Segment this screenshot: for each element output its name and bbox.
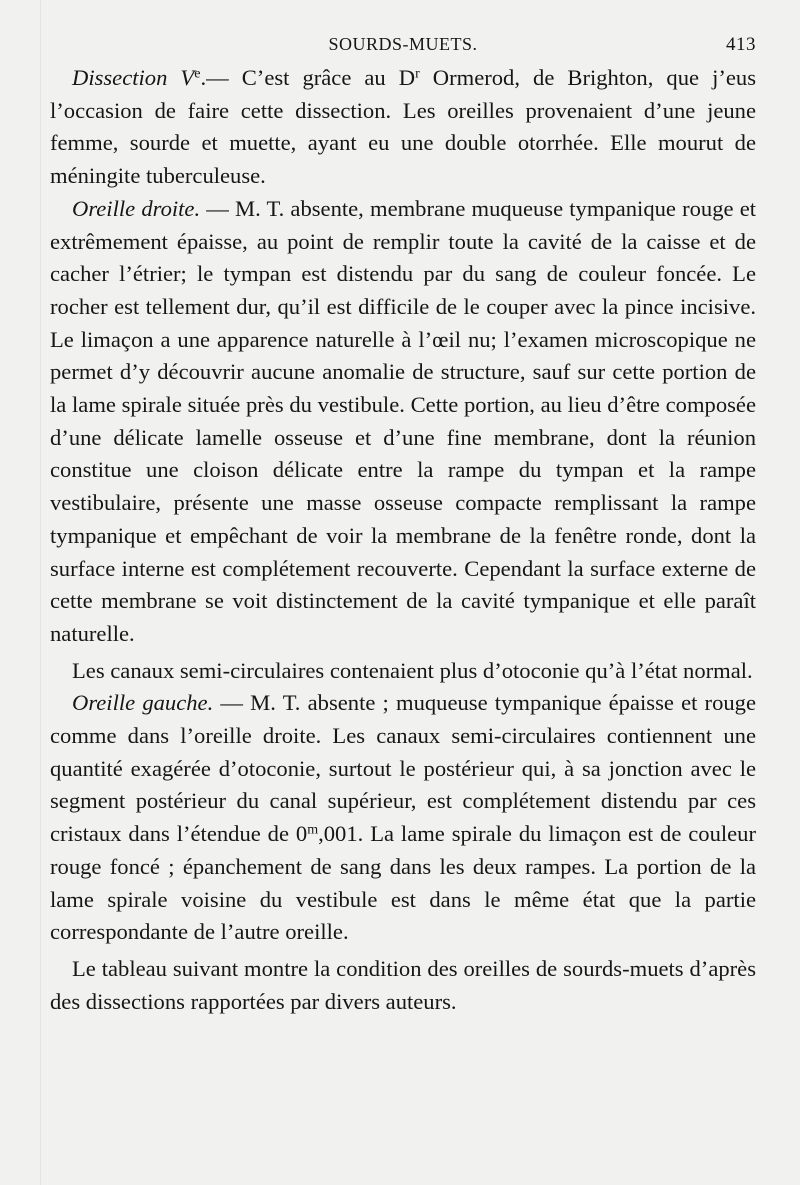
page-body <box>50 62 756 1018</box>
paragraph-text: ,001. La lame spirale du limaçon est de couleur rouge foncé ; épanchement de sang dans les deux rampes. La portion de la lame spirale voisine du vestibule est dans le même état que la partie correspondante de l’autre oreille. <box>50 821 756 945</box>
paragraph-text: Les canaux semi-circulaires contenaient plus d’otoconie qu’à l’état normal. <box>72 657 753 683</box>
paragraph-text: — M. T. absente ; muqueuse tympanique épaisse et rouge comme dans l’oreille droite. Les canaux semi-circulaires contiennent une quantité exagérée d’otoconie, surtout le postérieur qui, à sa jonction avec le segment postérieur du canal supérieur, est complétement distendu par ces cristaux dans l’étendue de 0 <box>50 690 756 847</box>
paragraph-oreille-gauche <box>50 687 756 949</box>
paragraph-dissection <box>50 62 756 193</box>
paragraph-tableau <box>50 953 756 1018</box>
superscript: m <box>307 822 319 838</box>
superscript: r <box>415 66 420 82</box>
page-number: 413 <box>726 34 756 55</box>
paragraph-lead: Oreille droite. <box>72 195 201 221</box>
paragraph-text: Ormerod, de Brighton, que j’eus l’occasion de faire cette dissection. Les oreilles provenaient d’une jeune femme, sourde et muette, ayant eu une double otorrhée. Elle mourut de méningite tuberculeuse. <box>50 65 756 189</box>
running-title: SOURDS-MUETS. <box>328 34 478 54</box>
paragraph-lead: Oreille gauche. <box>72 690 214 716</box>
superscript: e <box>194 66 201 82</box>
paragraph-text: .— C’est grâce au D <box>200 65 416 90</box>
page-header <box>50 34 756 62</box>
paragraph-text: Le tableau suivant montre la condition des oreilles de sourds-muets d’après des dissections rapportées par divers auteurs. <box>50 955 756 1014</box>
paragraph-text: — M. T. absente, membrane muqueuse tympanique rouge et extrêmement épaisse, au point de remplir toute la cavité de la caisse et de cacher l’étrier; le tympan est distendu par du sang de couleur foncée. Le rocher est tellement dur, qu’il est difficile de le couper avec la pince incisive. Le limaçon a une apparence naturelle à l’œil nu; l’examen microscopique ne permet d’y découvrir aucune anomalie de structure, sauf sur cette portion de la lame spirale située près du vestibule. Cette portion, au lieu d’être composée d’une délicate lamelle osseuse et d’une fine membrane, dont la réunion constitue une cloison délicate entre la rampe du tympan et la rampe vestibulaire, présente une masse osseuse compacte remplissant la rampe tympanique et empêchant de voir la membrane de la fenêtre ronde, dont la surface interne est complétement recouverte. Cependant la surface externe de cette membrane se voit distinctement de la cavité tympanique et elle paraît naturelle. <box>50 195 757 646</box>
paragraph-lead: Dissection V <box>72 65 195 90</box>
paragraph-canaux <box>50 655 756 688</box>
page-gutter-shadow <box>40 0 41 1185</box>
paragraph-oreille-droite <box>50 193 756 651</box>
